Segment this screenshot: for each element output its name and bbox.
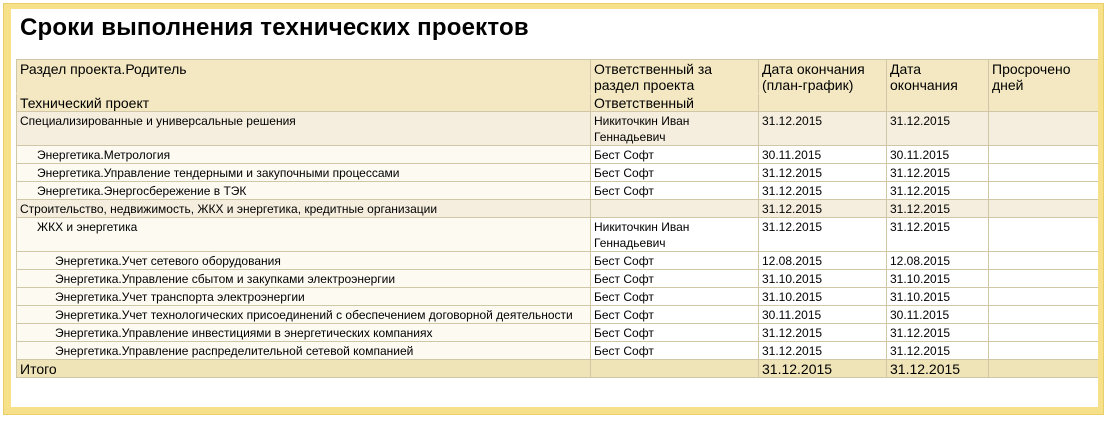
table-row [17,218,1099,252]
row-responsible: Бест Софт [591,324,759,342]
row-overdue [989,324,1099,342]
row-name: Специализированные и универсальные решения [17,112,591,146]
total-end-date: 31.12.2015 [887,360,989,378]
total-label: Итого [17,360,591,378]
row-end-date: 30.11.2015 [887,146,989,164]
row-name: Энергетика.Учет транспорта электроэнергии [17,288,591,306]
row-name: Энергетика.Учет технологических присоединений с обеспечением договорной деятельности [17,306,591,324]
row-overdue [989,270,1099,288]
row-overdue [989,288,1099,306]
row-end-date: 31.12.2015 [887,342,989,360]
header-section-responsible: Ответственный за раздел проекта [591,60,759,94]
row-overdue [989,164,1099,182]
row-plan-date: 31.10.2015 [759,288,887,306]
report-frame [3,3,1104,415]
row-plan-date: 30.11.2015 [759,306,887,324]
row-overdue [989,200,1099,218]
row-responsible: Бест Софт [591,270,759,288]
row-overdue [989,182,1099,200]
row-plan-date: 31.12.2015 [759,164,887,182]
row-plan-date: 31.12.2015 [759,324,887,342]
row-responsible: Бест Софт [591,342,759,360]
row-plan-date: 31.12.2015 [759,112,887,146]
table-row [17,342,1099,360]
table-row [17,112,1099,146]
row-name: Энергетика.Управление сбытом и закупками электроэнергии [17,270,591,288]
row-name: Энергетика.Управление инвестициями в энергетических компаниях [17,324,591,342]
row-responsible: Никиточкин Иван Геннадьевич [591,218,759,252]
row-overdue [989,252,1099,270]
row-end-date: 31.12.2015 [887,218,989,252]
row-end-date: 31.12.2015 [887,164,989,182]
table-row [17,324,1099,342]
row-responsible: Бест Софт [591,306,759,324]
table-row [17,288,1099,306]
row-end-date: 12.08.2015 [887,252,989,270]
header-plan-date: Дата окончания (план-график) [759,60,887,112]
table-row [17,306,1099,324]
header-row [17,60,1099,94]
row-end-date: 31.12.2015 [887,200,989,218]
row-name: Энергетика.Управление распределительной сетевой компанией [17,342,591,360]
total-plan-date: 31.12.2015 [759,360,887,378]
header-responsible: Ответственный [591,94,759,112]
header-technical-project: Технический проект [17,94,591,112]
row-end-date: 31.12.2015 [887,112,989,146]
table-row [17,270,1099,288]
table-row [17,252,1099,270]
row-name: ЖКХ и энергетика [17,218,591,252]
row-responsible: Бест Софт [591,146,759,164]
total-responsible [591,360,759,378]
row-overdue [989,306,1099,324]
row-end-date: 31.10.2015 [887,288,989,306]
report-table [16,59,1098,378]
report-title: Сроки выполнения технических проектов [20,14,529,41]
row-name: Строительство, недвижимость, ЖКХ и энергетика, кредитные организации [17,200,591,218]
row-responsible: Бест Софт [591,182,759,200]
row-responsible: Бест Софт [591,164,759,182]
row-end-date: 31.12.2015 [887,182,989,200]
row-plan-date: 30.11.2015 [759,146,887,164]
row-name: Энергетика.Энергосбережение в ТЭК [17,182,591,200]
table-row [17,164,1099,182]
table-row [17,182,1099,200]
row-overdue [989,146,1099,164]
row-plan-date: 12.08.2015 [759,252,887,270]
total-row [17,360,1099,378]
row-end-date: 31.10.2015 [887,270,989,288]
table-row [17,200,1099,218]
report-sheet [11,9,1098,407]
row-plan-date: 31.12.2015 [759,342,887,360]
row-overdue [989,112,1099,146]
row-name: Энергетика.Управление тендерными и закупочными процессами [17,164,591,182]
row-end-date: 31.12.2015 [887,324,989,342]
header-end-date: Дата окончания [887,60,989,112]
header-overdue-days: Просрочено дней [989,60,1099,112]
total-overdue [989,360,1099,378]
row-overdue [989,342,1099,360]
table-row [17,146,1099,164]
row-responsible [591,200,759,218]
row-responsible: Бест Софт [591,252,759,270]
row-plan-date: 31.10.2015 [759,270,887,288]
row-plan-date: 31.12.2015 [759,218,887,252]
row-end-date: 30.11.2015 [887,306,989,324]
header-section-parent: Раздел проекта.Родитель [17,60,591,94]
row-responsible: Никиточкин Иван Геннадьевич [591,112,759,146]
row-name: Энергетика.Учет сетевого оборудования [17,252,591,270]
row-responsible: Бест Софт [591,288,759,306]
row-name: Энергетика.Метрология [17,146,591,164]
row-plan-date: 31.12.2015 [759,200,887,218]
row-plan-date: 31.12.2015 [759,182,887,200]
row-overdue [989,218,1099,252]
